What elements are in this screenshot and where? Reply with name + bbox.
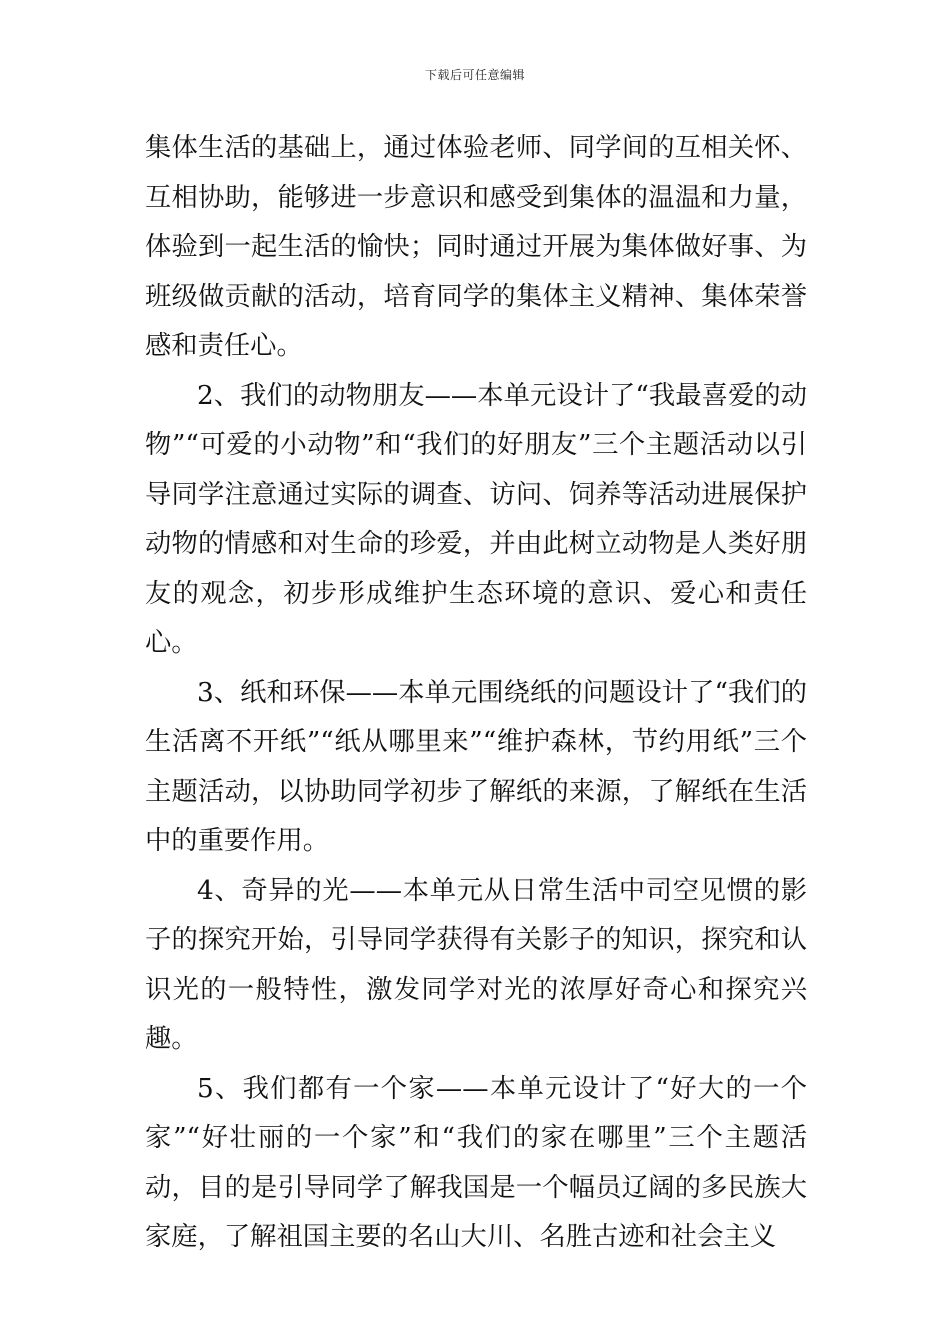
text-line: 任心。 xyxy=(145,578,807,658)
text-line: 好朋友的观念，初步形成维护生态环境的意识、爱心和责 xyxy=(145,529,808,609)
paragraph-paper-environment xyxy=(145,669,807,867)
text-line: 大家庭，了解祖国主要的名山大川、名胜古迹和社会主义 xyxy=(145,1172,807,1252)
document-body xyxy=(145,124,807,1263)
paragraph-wonderful-light xyxy=(145,867,807,1065)
text-line: 互相协助，能够进一步意识和感受到集体的温温和力量， xyxy=(145,182,807,213)
text-line: 3、纸和环保——本单元围绕纸的问题设计了“我们的 xyxy=(197,677,807,708)
text-line: 感和责任心。 xyxy=(145,331,303,361)
text-line: 班级做贡献的活动，培育同学的集体主义精神、集体荣誉 xyxy=(145,281,807,312)
text-line: 生活中的重要作用。 xyxy=(145,776,808,856)
text-line: 2、我们的动物朋友——本单元设计了“我最喜爱的动 xyxy=(197,380,807,411)
text-line: 生活离不开纸”“纸从哪里来”“维护森林，节约用纸” xyxy=(145,727,754,757)
text-line: 物”“可爱的小动物”和“我们的好朋友”三个主题活动 xyxy=(145,430,754,460)
text-line: 体验到一起生活的愉快；同时通过开展为集体做好事、为 xyxy=(145,232,807,262)
text-line: 集体生活的基础上，通过体验老师、同学间的互相关怀、 xyxy=(145,133,807,163)
paragraph-we-have-a-home xyxy=(145,1065,807,1263)
text-line: 光的一般特性，激发同学对光的浓厚好奇心和探究兴趣。 xyxy=(145,974,808,1054)
text-line: 三个主题活动，以协助同学初步了解纸的来源，了解纸在 xyxy=(145,727,808,807)
page-header-note: 下载后可任意编辑 xyxy=(424,68,525,82)
text-line: 活动，目的是引导同学了解我国是一个幅员辽阔的多民族 xyxy=(145,1123,807,1203)
paragraph-collective-life xyxy=(145,124,807,372)
text-line: 4、奇异的光——本单元从日常生活中司空见惯的影子 xyxy=(145,875,807,955)
text-line: 保护动物的情感和对生命的珍爱，并由此树立动物是人类 xyxy=(145,479,808,559)
text-line: 5、我们都有一个家——本单元设计了“好大的一个 xyxy=(197,1073,807,1104)
text-line: 以引导同学注意通过实际的调查、访问、饲养等活动进展 xyxy=(145,430,808,510)
text-line: 的探究开始，引导同学获得有关影子的知识，探究和认识 xyxy=(145,925,808,1005)
text-line: 家”“好壮丽的一个家”和“我们的家在哪里”三个主题 xyxy=(145,1123,781,1153)
paragraph-animal-friends xyxy=(145,372,807,669)
